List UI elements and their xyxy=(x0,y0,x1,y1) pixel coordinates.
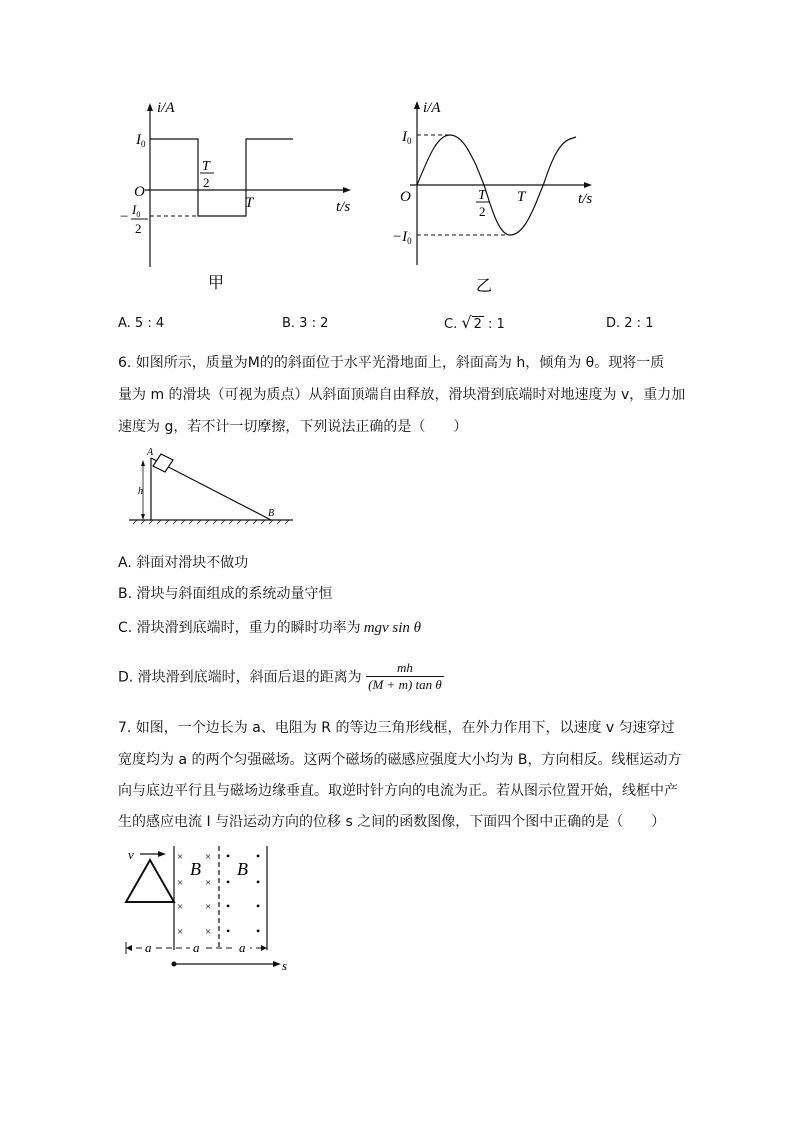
q6-option-a[interactable]: A. 斜面对滑块不做功 xyxy=(118,555,249,571)
q7-stem-line-1: 7. 如图，一个边长为 a、电阻为 R 的等边三角形线框，在外力作用下，以速度 v 匀速穿过 xyxy=(118,720,675,736)
q7-stem-line-4: 生的感应电流 I 与沿运动方向的位移 s 之间的函数图像，下面四个图中正确的是（ ） xyxy=(118,814,666,830)
field-b-label-2: B xyxy=(237,859,248,879)
option-d[interactable]: D. 2 : 1 xyxy=(606,316,654,331)
distance-fraction xyxy=(366,660,444,693)
svg-text:•: • xyxy=(256,899,261,913)
slider-block xyxy=(153,454,173,472)
svg-text:•: • xyxy=(226,849,231,863)
svg-text:×: × xyxy=(177,901,184,913)
height-label: h xyxy=(138,486,143,497)
svg-text:×: × xyxy=(205,901,212,913)
svg-text:×: × xyxy=(177,926,184,938)
sqrt-radicand: 2 xyxy=(473,317,482,332)
q6-stem-line-3: 速度为 g，若不计一切摩擦，下列说法正确的是（ ） xyxy=(118,419,468,435)
svg-text:•: • xyxy=(256,849,261,863)
graph-caption: 甲 xyxy=(208,273,225,292)
power-formula: mgv sin θ xyxy=(363,620,422,636)
half-t-denominator: 2 xyxy=(479,204,486,219)
t-period-label: T xyxy=(517,189,526,205)
q6-stem-line-1: 6. 如图所示，质量为M的的斜面位于水平光滑地面上，斜面高为 h，倾角为 θ。现将一质 xyxy=(118,355,665,371)
half-t-numerator: T xyxy=(478,188,486,203)
i0-label: $I_0$ xyxy=(402,129,412,146)
t-period-label: T xyxy=(245,195,254,211)
velocity-label: v xyxy=(128,847,134,862)
q6-option-c[interactable]: C. 滑块滑到底端时，重力的瞬时功率为 mgv sin θ xyxy=(118,620,422,636)
graph-caption: 乙 xyxy=(476,276,493,295)
x-axis-label: t/s xyxy=(336,199,351,215)
neg-i0-label: $I_0$ xyxy=(132,202,141,219)
fraction-denominator: (M + m) tan θ xyxy=(368,677,442,692)
half-t-numerator: T xyxy=(202,159,210,174)
q7-stem-line-3: 向与底边平行且与磁场边缘垂直。取逆时针方向的电流为正。若从图示位置开始，线框中产 xyxy=(118,783,678,799)
width-label-1: a xyxy=(145,940,152,955)
option-c[interactable]: C. √ 2 : 1 xyxy=(444,313,505,332)
option-b[interactable]: B. 3 : 2 xyxy=(282,316,329,331)
width-label-2: a xyxy=(193,940,200,955)
q6-stem-line-2: 量为 m 的滑块（可视为质点）从斜面顶端自由释放，滑块滑到底端时对地速度为 v，重力加 xyxy=(118,387,686,403)
half-t-denominator: 2 xyxy=(203,175,210,190)
q7-stem-line-2: 宽度均为 a 的两个匀强磁场。这两个磁场的磁感应强度大小均为 B，方向相反。线框运动方 xyxy=(118,752,682,768)
graph-jia xyxy=(120,95,360,300)
neg-denominator: 2 xyxy=(135,221,142,236)
origin-label: O xyxy=(134,184,145,200)
field-b-label-1: B xyxy=(190,859,201,879)
svg-text:•: • xyxy=(256,924,261,938)
fraction-numerator: mh xyxy=(397,660,413,675)
displacement-label: s xyxy=(282,958,288,972)
q6-option-b[interactable]: B. 滑块与斜面组成的系统动量守恒 xyxy=(118,586,333,602)
neg-sign: − xyxy=(120,209,129,225)
incline-figure xyxy=(125,444,300,530)
y-axis-label: i/A xyxy=(423,100,441,116)
svg-text:×: × xyxy=(205,851,212,863)
svg-text:•: • xyxy=(226,899,231,913)
graph-yi xyxy=(380,95,620,300)
svg-text:×: × xyxy=(177,877,184,889)
width-label-3: a xyxy=(239,940,246,955)
svg-text:×: × xyxy=(177,851,184,863)
magnetic-field-figure xyxy=(120,842,300,972)
q6-option-d[interactable]: D. 滑块滑到底端时，斜面后退的距离为 $\frac{mh}{\text{(M + m) tan θ}}$ xyxy=(118,660,442,692)
point-a-label: A xyxy=(147,447,154,458)
origin-label: O xyxy=(400,189,411,205)
option-a[interactable]: A. 5 : 4 xyxy=(118,316,165,331)
svg-text:×: × xyxy=(205,926,212,938)
neg-i0-label: $-I_0$ xyxy=(392,229,412,246)
y-axis-label: i/A xyxy=(157,100,175,116)
x-axis-label: t/s xyxy=(578,191,593,207)
sqrt-symbol: √ xyxy=(461,313,472,332)
triangle-coil xyxy=(126,860,174,902)
svg-text:•: • xyxy=(256,875,261,889)
svg-text:•: • xyxy=(226,875,231,889)
svg-text:×: × xyxy=(205,877,212,889)
point-b-label: B xyxy=(268,508,275,519)
i0-label: $I_0$ xyxy=(136,132,146,149)
svg-text:•: • xyxy=(226,924,231,938)
